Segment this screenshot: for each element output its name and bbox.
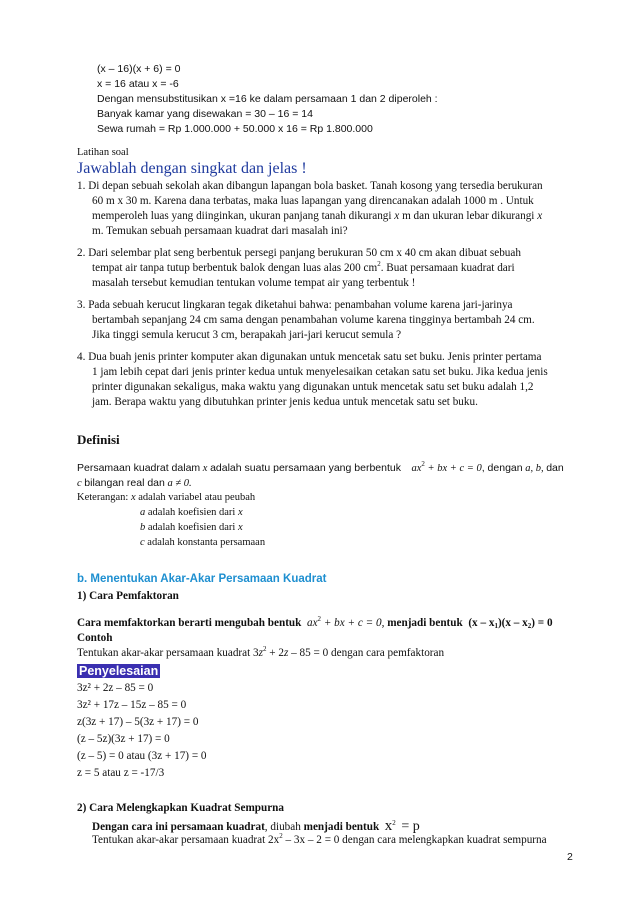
definisi-line-2 xyxy=(77,477,192,489)
cara1-sub2: 2 xyxy=(527,622,532,630)
top-line-4: Banyak kamar yang disewakan = 30 – 16 = 14 xyxy=(97,108,313,120)
def-a-ne: a ≠ 0. xyxy=(167,478,192,489)
task-b: + 2 xyxy=(269,647,284,659)
ket-x-text: adalah variabel atau peubah xyxy=(138,492,256,503)
ket-b-x: x xyxy=(237,522,243,533)
cara1-sup: 2 xyxy=(317,615,322,623)
q1-line-4: m. Temukan sebuah persamaan kuadrat dari masalah ini? xyxy=(92,225,348,237)
cara1-line xyxy=(77,617,553,629)
q2-line-3: masalah tersebut kemudian tentukan volume tempat air yang terbentuk ! xyxy=(92,277,416,289)
q1-line-3-a: memperoleh luas yang diinginkan, ukuran panjang tanah dikurangi xyxy=(92,210,392,222)
cara2-bold2: menjadi bentuk xyxy=(303,821,380,833)
cara1-form: (x – x xyxy=(468,617,495,629)
ket-b-text: adalah koefisien dari xyxy=(147,522,236,533)
top-line-1: (x – 16)(x + 6) = 0 xyxy=(97,63,181,75)
ket-a-text: adalah koefisien dari xyxy=(147,507,236,518)
latihan-title: Jawablah dengan singkat dan jelas ! xyxy=(77,160,307,177)
q2-line-2 xyxy=(92,262,515,274)
q4-line-1: 4. Dua buah jenis printer komputer akan digunakan untuk mencetak satu set buku. Jenis printer pertama xyxy=(77,351,542,363)
penyelesaian-label: Penyelesaian xyxy=(79,664,159,678)
task-sup: 2 xyxy=(263,645,267,653)
step-3: z(3z + 17) – 5(3z + 17) = 0 xyxy=(77,716,199,728)
q1-line-1: 1. Di depan sebuah sekolah akan dibangun lapangan bola basket. Tanah kosong yang tersedia berukuran xyxy=(77,180,543,192)
def-d: dan xyxy=(546,462,564,474)
latihan-label: Latihan soal xyxy=(77,147,129,158)
top-line-2: x = 16 atau x = -6 xyxy=(97,78,179,90)
contoh-label: Contoh xyxy=(77,632,113,644)
q4-line-2: 1 jam lebih cepat dari jenis printer kedua untuk menyelesaikan cetakan satu set buku. Jika kedua jenis xyxy=(92,366,548,378)
cara2-task-a: Tentukan akar-akar persamaan kuadrat 2x xyxy=(92,834,280,846)
cara2-x: x xyxy=(384,818,393,834)
task-c: – 85 = 0 dengan cara pemfaktoran xyxy=(291,647,445,659)
q3-line-1: 3. Pada sebuah kerucut lingkaran tegak diketahui bahwa: penambahan volume karena jari-jarinya xyxy=(77,299,513,311)
q1-line-2: 60 m x 30 m. Karena dana terbatas, maka luas lapangan yang direncanakan adalah 1000 m . Untuk xyxy=(92,195,534,207)
step-1: 3z² + 2z – 85 = 0 xyxy=(77,682,154,694)
cara1-sub1: 1 xyxy=(494,622,498,630)
contoh-task xyxy=(77,647,444,659)
definisi-title: Definisi xyxy=(77,432,120,447)
def-var-c: c xyxy=(77,478,82,489)
def-eq-sup: 2 xyxy=(421,460,425,468)
cara2-task xyxy=(92,834,547,846)
def-var-x: x xyxy=(202,463,208,474)
cara2-lead: Dengan cara ini persamaan kuadrat xyxy=(92,821,265,833)
q4-line-4: jam. Berapa waktu yang dibutuhkan printer jenis kedua untuk mencetak satu set buku. xyxy=(92,396,478,408)
page-number: 2 xyxy=(567,851,573,863)
cara2-eqp: = p xyxy=(401,819,420,834)
task-z2: z xyxy=(284,647,289,659)
step-4: (z – 5z)(3z + 17) = 0 xyxy=(77,733,170,745)
q4-line-3: printer digunakan sekaligus, maka waktu yang digunakan untuk mencetak satu set buku adalah 1,2 xyxy=(92,381,534,393)
ket-var-x: x xyxy=(130,492,136,503)
ket-var-a: a xyxy=(140,507,146,518)
def-eq-ax: ax xyxy=(411,463,422,474)
q2-superscript: 2 xyxy=(377,260,381,268)
q2-line-1: 2. Dari selembar plat seng berbentuk persegi panjang berukuran 50 cm x 40 cm akan dibuat sebuah xyxy=(77,247,521,259)
step-6: z = 5 atau z = -17/3 xyxy=(77,767,165,779)
ket-var-c: c xyxy=(140,537,145,548)
q1-line-3-b: m dan ukuran lebar dikurangi xyxy=(402,210,535,222)
cara1-ax: ax xyxy=(306,617,318,629)
task-z: z xyxy=(258,647,263,659)
cara2-mid: , diubah xyxy=(264,821,301,833)
q2-line-2-a: tempat air tanpa tutup berbentuk balok dengan luas alas 200 cm xyxy=(92,262,378,274)
def-c: , dengan xyxy=(481,462,523,474)
step-5: (z – 5) = 0 atau (3z + 17) = 0 xyxy=(77,750,207,762)
def-abc: a, b, xyxy=(525,463,544,474)
top-line-3: Dengan mensubstitusikan x =16 ke dalam persamaan 1 dan 2 diperoleh : xyxy=(97,93,438,105)
q1-line-3 xyxy=(92,210,542,222)
q1-var-x-2: x xyxy=(537,210,543,222)
keterangan-line-x xyxy=(77,492,255,503)
cara1-title: 1) Cara Pemfaktoran xyxy=(77,590,179,602)
q2-line-2-b: . Buat persamaan kuadrat dari xyxy=(380,262,515,274)
cara1-form3: ) = 0 xyxy=(531,617,553,629)
cara1-form2: )(x – x xyxy=(497,617,528,629)
cara2-task-b: – 3x – 2 = 0 dengan cara melengkapkan kuadrat sempurna xyxy=(285,834,547,846)
keterangan-line-a xyxy=(140,507,243,518)
ket-var-b: b xyxy=(140,522,146,533)
task-a: Tentukan akar-akar persamaan kuadrat 3 xyxy=(77,647,259,659)
q3-line-3: Jika tinggi semula kerucut 3 cm, berapakah jari-jari kerucut semula ? xyxy=(92,329,402,341)
cara1-lead: Cara memfaktorkan berarti mengubah bentuk xyxy=(77,617,302,629)
ket-c-text: adalah konstanta persamaan xyxy=(147,537,266,548)
top-line-5: Sewa rumah = Rp 1.000.000 + 50.000 x 16 = Rp 1.800.000 xyxy=(97,123,373,135)
cara2-title: 2) Cara Melengkapkan Kuadrat Sempurna xyxy=(77,802,284,814)
section-b-title: b. Menentukan Akar-Akar Persamaan Kuadrat xyxy=(77,573,327,585)
keterangan-line-c xyxy=(140,537,265,548)
def-b: adalah suatu persamaan yang berbentuk xyxy=(210,462,401,474)
cara2-task-sup: 2 xyxy=(279,832,283,840)
cara2-line xyxy=(92,818,420,835)
q3-line-2: bertambah sepanjang 24 cm sama dengan penambahan volume karena tingginya bertambah 24 cm. xyxy=(92,314,535,326)
keterangan-label: Keterangan: xyxy=(77,492,129,503)
def-eq-rest: + bx + c = 0 xyxy=(424,463,482,474)
ket-a-x: x xyxy=(237,507,243,518)
cara1-mid: menjadi bentuk xyxy=(387,617,463,629)
step-2: 3z² + 17z – 15z – 85 = 0 xyxy=(77,699,187,711)
keterangan-line-b xyxy=(140,522,243,533)
cara2-sup: 2 xyxy=(392,819,396,827)
def-a: Persamaan kuadrat dalam xyxy=(77,462,201,474)
definisi-line-1 xyxy=(77,462,564,474)
q1-var-x: x xyxy=(394,210,400,222)
def-line2-a: bilangan real dan xyxy=(84,477,165,489)
cara1-eq: + bx + c = 0, xyxy=(321,617,385,629)
